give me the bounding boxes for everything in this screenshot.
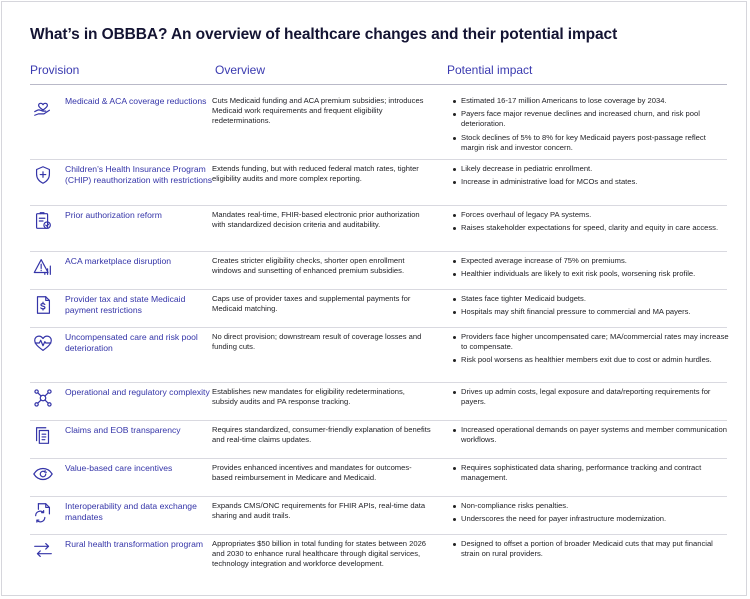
table-row (30, 92, 727, 160)
transfer-arrows-icon (32, 539, 54, 561)
overview-text: Requires standardized, consumer-friendly explanation of benefits and real-time claims updates. (212, 425, 431, 445)
overview-text: Provides enhanced incentives and mandates for outcomes-based reimbursement in Medicare and Medicaid. (212, 463, 412, 483)
provision-label: Uncompensated care and risk pool deterioration (65, 332, 198, 353)
overview-text: Caps use of provider taxes and supplemental payments for Medicaid matching. (212, 294, 411, 314)
impact-list (451, 256, 729, 282)
impact-item: Drives up admin costs, legal exposure and data/reporting requirements for payers. (451, 387, 729, 407)
table-row (30, 252, 727, 290)
provision-label: Prior authorization reform (65, 210, 162, 220)
impact-item: Providers face higher uncompensated care; MA/commercial rates may increase to compensate. (451, 332, 729, 352)
impact-item: Forces overhaul of legacy PA systems. (451, 210, 729, 220)
table-row (30, 328, 727, 383)
impact-item: Designed to offset a portion of broader Medicaid cuts that may put financial strain on rural providers. (451, 539, 729, 559)
provision-label: Rural health transformation program (65, 539, 204, 549)
heartbeat-icon (32, 332, 54, 354)
page-title: What’s in OBBBA? An overview of healthcare changes and their potential impact (30, 26, 618, 43)
impact-item: Estimated 16-17 million Americans to lose coverage by 2034. (451, 96, 729, 106)
overview-text: Establishes new mandates for eligibility redeterminations, subsidy audits and PA response tracking. (212, 387, 405, 407)
provision-label: Medicaid & ACA coverage reductions (65, 96, 207, 106)
impact-item: Increased operational demands on payer systems and member communication workflows. (451, 425, 729, 445)
impact-item: Non-compliance risks penalties. (451, 501, 729, 511)
impact-list (451, 210, 729, 236)
impact-list (451, 387, 729, 410)
table-row (30, 290, 727, 328)
table-row (30, 497, 727, 535)
heart-hand-icon (32, 96, 54, 118)
table-row (30, 160, 727, 206)
column-header-overview: Overview (215, 63, 266, 77)
impact-item: Expected average increase of 75% on premiums. (451, 256, 729, 266)
impact-item: Likely decrease in pediatric enrollment. (451, 164, 729, 174)
overview-text: Creates stricter eligibility checks, shorter open enrollment windows and sunsetting of enhanced premium subsidies. (212, 256, 405, 276)
overview-text: Appropriates $50 billion in total funding for states between 2026 and 2030 to enhance rural healthcare through digital services, technology integration and workforce development. (212, 539, 427, 569)
shield-plus-icon (32, 164, 54, 186)
impact-item: Risk pool worsens as healthier members exit due to cost or admin hurdles. (451, 355, 729, 365)
impact-list (451, 425, 729, 448)
provision-label: Interoperability and data exchange mandates (65, 501, 197, 522)
impact-list (451, 539, 729, 562)
impact-item: Hospitals may shift financial pressure to commercial and MA payers. (451, 307, 729, 317)
table-row (30, 459, 727, 497)
provision-label: Claims and EOB transparency (65, 425, 181, 435)
document-stack-icon (32, 425, 54, 447)
provision-label: Value-based care incentives (65, 463, 173, 473)
impact-item: Requires sophisticated data sharing, performance tracking and contract management. (451, 463, 729, 483)
provision-label: Operational and regulatory complexity (65, 387, 210, 397)
impact-item: Underscores the need for payer infrastructure modernization. (451, 514, 729, 524)
table-row (30, 535, 727, 591)
provision-label: Children’s Health Insurance Program (CHIP) reauthorization with restrictions (65, 164, 213, 185)
column-header-impact: Potential impact (447, 63, 533, 77)
network-icon (32, 387, 54, 409)
provision-label: ACA marketplace disruption (65, 256, 172, 266)
overview-text: Mandates real-time, FHIR-based electronic prior authorization with standardized decision criteria and auditability. (212, 210, 420, 230)
impact-item: Increase in administrative load for MCOs and states. (451, 177, 729, 187)
impact-list (451, 164, 729, 190)
warning-chart-icon (32, 256, 54, 278)
provision-label: Provider tax and state Medicaid payment restrictions (65, 294, 186, 315)
impact-item: Healthier individuals are likely to exit risk pools, worsening risk profile. (451, 269, 729, 279)
sync-document-icon (32, 501, 54, 523)
overview-text: Expands CMS/ONC requirements for FHIR APIs, real-time data sharing and audit trails. (212, 501, 426, 521)
table-row (30, 206, 727, 252)
overview-text: No direct provision; downstream result of coverage losses and funding cuts. (212, 332, 422, 352)
impact-list (451, 463, 729, 486)
impact-item: States face tighter Medicaid budgets. (451, 294, 729, 304)
table-row (30, 421, 727, 459)
column-header-provision: Provision (30, 63, 80, 77)
impact-list (451, 96, 729, 156)
clipboard-check-icon (32, 210, 54, 232)
eye-refresh-icon (32, 463, 54, 485)
impact-list (451, 501, 729, 527)
overview-text: Cuts Medicaid funding and ACA premium subsidies; introduces Medicaid work requirements and frequent eligibility redeterminations. (212, 96, 424, 126)
table-row (30, 383, 727, 421)
impact-list (451, 332, 729, 369)
impact-item: Payers face major revenue declines and increased churn, and risk pool deterioration. (451, 109, 729, 129)
overview-text: Extends funding, but with reduced federal match rates, tighter eligibility audits and more complex reporting. (212, 164, 419, 184)
impact-list (451, 294, 729, 320)
header-divider (30, 84, 727, 85)
dollar-document-icon (32, 294, 54, 316)
impact-item: Raises stakeholder expectations for speed, clarity and equity in care access. (451, 223, 729, 233)
impact-item: Stock declines of 5% to 8% for key Medicaid payers post-passage reflect margin risk and investor concern. (451, 133, 729, 153)
